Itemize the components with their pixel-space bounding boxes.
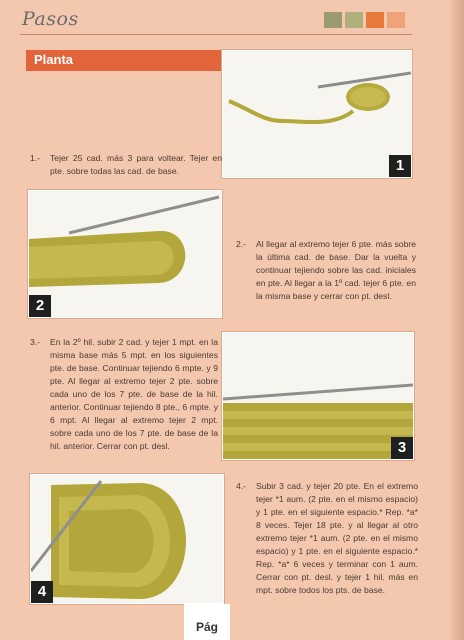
step-text: En la 2º hil. subir 2 cad. y tejer 1 mpt. en la misma base más 5 mpt. en los siguientes pte. de base. Continuar tejiendo 6 mpte. y 9 pte. Al llegar al extremo tejer 2 pte. sobre cada uno de los 7 pte. de base de la hil. anterior. Continuar tejiendo 8 pte., 6 mpte. y 6 mpt. Al llegar al extremo tejer 2 mpt. sobre cada uno de los 7 pte. de base de la hil. anterior. Cerrar con pt. desl. <box>50 337 218 451</box>
header-divider <box>20 34 412 35</box>
page-label: Pág <box>196 620 219 634</box>
color-swatch <box>345 12 363 28</box>
header-title: Pasos <box>22 8 79 30</box>
step-2 <box>236 238 416 303</box>
step-4 <box>236 480 418 597</box>
crochet-rows-photo-icon <box>223 333 413 459</box>
step-photo-1 <box>222 50 412 178</box>
photo-number-badge: 2 <box>29 295 51 317</box>
step-photo-4 <box>30 474 224 604</box>
step-number: 4.- <box>236 481 247 491</box>
photo-number-badge: 3 <box>391 437 413 459</box>
step-1 <box>30 152 222 178</box>
step-text: Al llegar al extremo tejer 6 pte. más sobre la última cad. de base. Dar la vuelta y continuar tejiendo sobre las cad. iniciales en pte. Al llegar a la 1º cad. tejer 6 pte. en la misma base y cerrar con pt. desl. <box>256 239 416 301</box>
step-number: 3.- <box>30 337 41 347</box>
step-text: Subir 3 cad. y tejer 20 pte. En el extremo tejer *1 aum. (2 pte. en el mismo espacio) y 1 pte. en el siguiente espacio.* Rep. *a* 8 veces. Tejer 18 pte. y al llegar al otro extremo tejer *1 aum. (2 pte. en el mismo espacio) y 1 pte. en el siguiente espacio.* Rep. *a* 6 veces y terminar con 1 aum. Cerrar con pt. desl. y tejer 1 hil. más en mpt. sobre todos los pts. de base. <box>256 481 418 595</box>
step-text: Tejer 25 cad. más 3 para voltear. Tejer en pte. sobre todas las cad. de base. <box>50 153 222 176</box>
page-header <box>0 0 464 40</box>
step-number: 1.- <box>30 153 41 163</box>
color-swatch <box>366 12 384 28</box>
section-underline <box>26 70 222 71</box>
crochet-chain-photo-icon <box>223 51 411 177</box>
step-number: 2.- <box>236 239 247 249</box>
section-banner <box>26 50 222 70</box>
step-3 <box>30 336 218 453</box>
color-swatch <box>387 12 405 28</box>
photo-number-badge: 4 <box>31 581 53 603</box>
photo-number-badge: 1 <box>389 155 411 177</box>
section-title: Planta <box>34 52 74 67</box>
color-swatches <box>324 12 405 28</box>
step-photo-3 <box>222 332 414 460</box>
step-photo-2 <box>28 190 222 318</box>
color-swatch <box>324 12 342 28</box>
crochet-base-row-photo-icon <box>29 191 221 317</box>
crochet-sole-photo-icon <box>31 475 223 603</box>
